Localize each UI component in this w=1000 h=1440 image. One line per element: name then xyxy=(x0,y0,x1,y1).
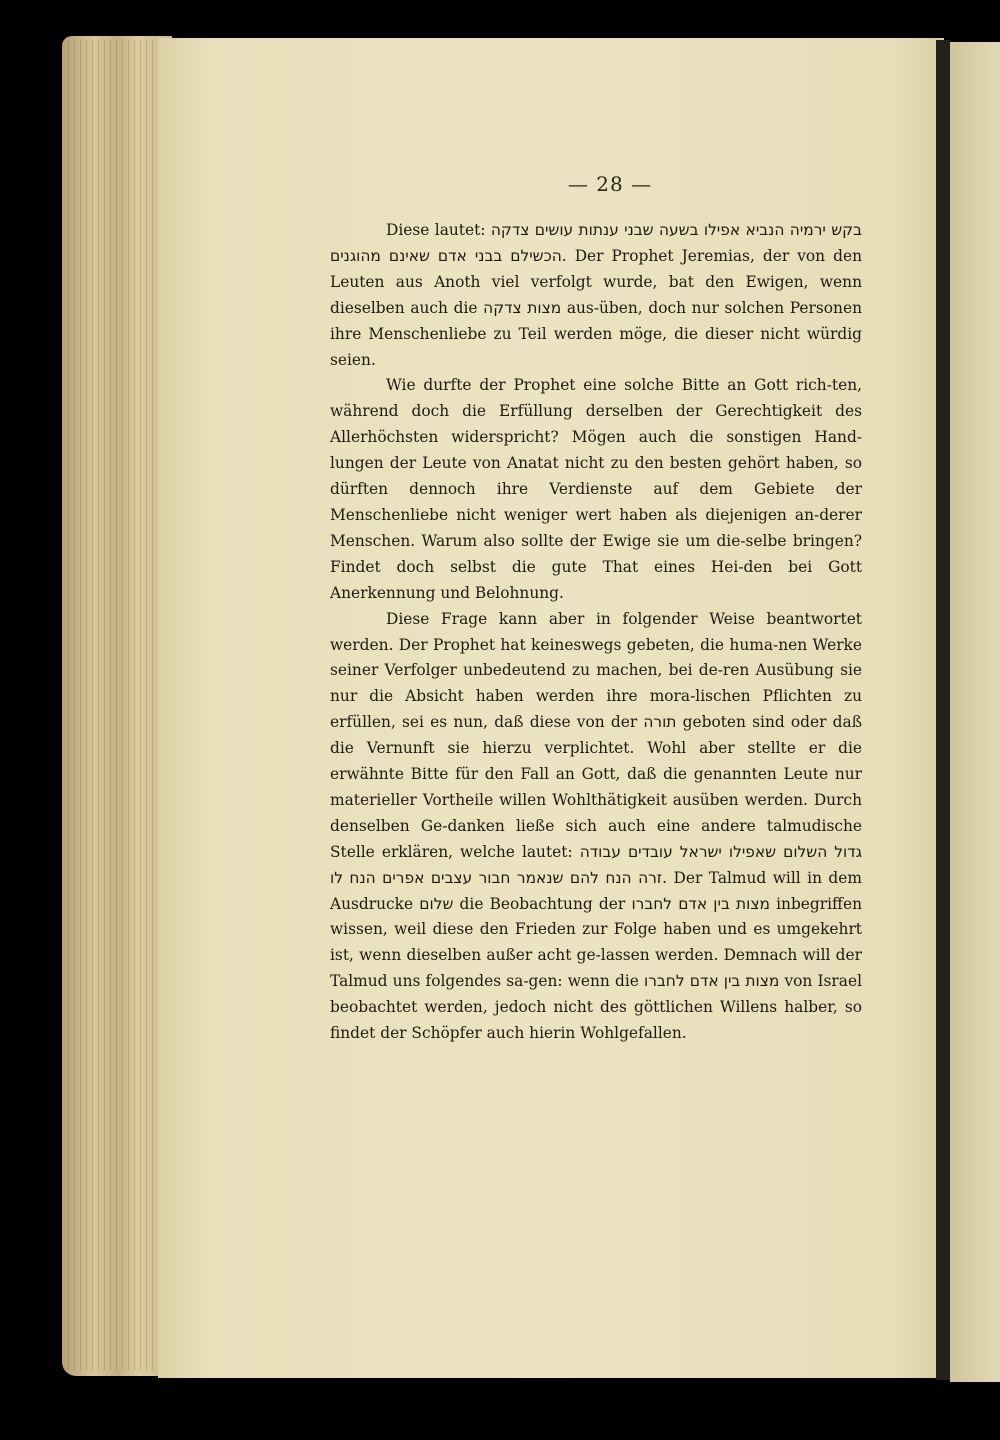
german-text: Diese Frage kann aber in folgender Weise beantwortet werden. Der Prophet hat keineswegs gebeten, die huma-nen Werke seiner Verfolger unbedeutend zu machen, bei de-ren Ausübung sie nur die Absicht haben werden ihre mora-lischen Pflichten zu erfüllen, sei es nun, daß diese von der xyxy=(330,609,862,732)
hebrew-text: מצות צדקה xyxy=(483,298,562,317)
hebrew-text: תורה xyxy=(643,713,677,732)
hebrew-text: מצות בין אדם לחברו xyxy=(644,972,780,991)
paragraph xyxy=(330,218,862,373)
paragraph xyxy=(330,607,862,1047)
german-text: Wie durfte der Prophet eine solche Bitte an Gott rich-ten, während doch die Erfüllung derselben der Gerechtigkeit des Allerhöchsten widerspricht? Mögen auch die sonstigen Hand-lungen der Leute von Anatat nicht zu den besten gehört haben, so dürften dennoch ihre Verdienste auf dem Gebiete der Menschenliebe nicht weniger wert haben als diejenigen an-derer Menschen. Warum also sollte der Ewige sie um die-selbe bringen? Findet doch selbst die gute That eines Hei-den bei Gott Anerkennung und Belohnung. xyxy=(330,376,862,602)
german-text: geboten sind oder daß die Vernunft sie hierzu verplichtet. Wohl aber stellte er die erwähnte Bitte für den Fall an Gott, daß die genannten Leute nur materieller Vortheile willen Wohlthätigkeit ausüben werden. Durch denselben Ge-danken ließe sich auch eine andere talmudische Stelle erklären, welche lautet: xyxy=(330,713,862,861)
german-text: die Beobachtung der xyxy=(453,894,632,913)
hebrew-text: גדול השלום שאפילו ישראל עובדים עבודה זרה הנח להם שנאמר חבור עצבים אפרים הנח לו xyxy=(330,842,862,887)
facing-page-edge xyxy=(950,42,1000,1382)
german-text: aus-üben, doch nur solchen Personen ihre Menschenliebe zu Teil werden möge, die dieser nicht würdig seien. xyxy=(330,298,862,369)
page-number: — 28 — xyxy=(567,172,653,196)
paragraph xyxy=(330,373,862,606)
body-text xyxy=(330,218,862,1047)
hebrew-text: מצות בין אדם לחברו xyxy=(631,894,770,913)
book-gutter xyxy=(936,40,950,1380)
hebrew-text: שלום xyxy=(419,894,454,913)
german-text: inbegriffen wissen, weil diese den Frieden zur Folge haben und es umgekehrt ist, wenn dieselben außer acht ge-lassen werden. Demnach will der Talmud uns folgendes sa-gen: wenn die xyxy=(330,894,862,991)
german-text: . Der Talmud will in dem Ausdrucke xyxy=(330,868,862,913)
german-text: . Der Prophet Jeremias, der von den Leuten aus Anoth viel verfolgt wurde, bat den Ewigen, wenn dieselben auch die xyxy=(330,246,862,317)
german-text: Diese lautet: xyxy=(386,221,491,239)
german-text: von Israel beobachtet werden, jedoch nicht des göttlichen Willens halber, so findet der Schöpfer auch hierin Wohlgefallen. xyxy=(330,972,862,1043)
page-edge-lines xyxy=(68,40,168,1370)
hebrew-text: בקש ירמיה הנביא אפילו בשעה שבני ענתות עושים צדקה הכשילם בבני אדם שאינם מהוגנים xyxy=(330,221,862,265)
